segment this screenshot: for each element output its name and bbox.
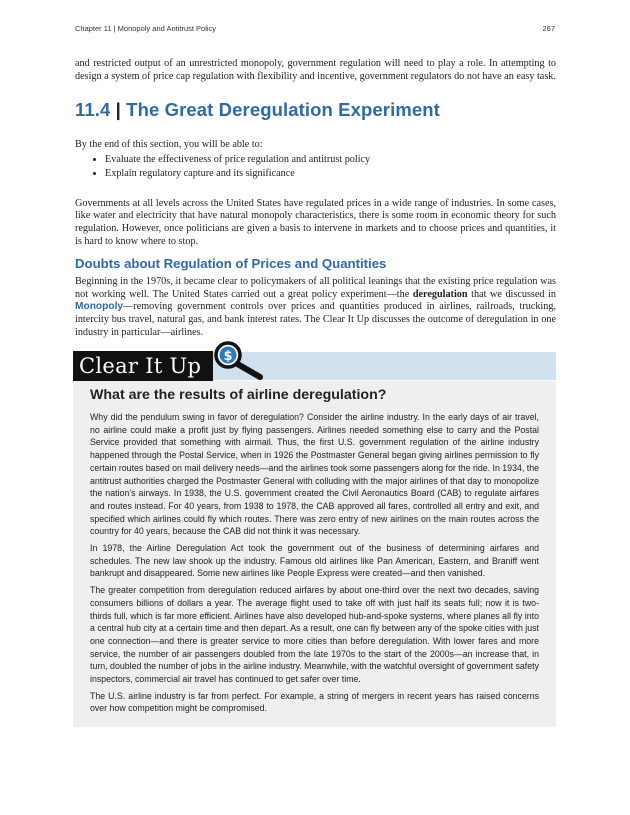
- governments-paragraph: Governments at all levels across the United States have regulated prices in a wide range of industries. In some cases, like water and electricity that have natural monopoly characteristics, there is some room in economic theory for such regulation. However, once politicians are given a basis to intervene in markets and to choose prices and quantities, it is hard to know where to stop.: [75, 197, 556, 247]
- clear-it-up-banner: [73, 351, 556, 381]
- doubts-text-3: —removing government controls over prices and quantities produced in airlines, railroads, trucking, intercity bus travel, natural gas, and bank interest rates. The Clear It Up discusses the outcome of deregulation in one industry in particular—airlines.: [75, 301, 556, 338]
- objectives-list: [75, 153, 556, 182]
- objective-item: • Explain regulatory capture and its significance: [105, 167, 556, 182]
- objectives-lead: By the end of this section, you will be able to:: [75, 139, 263, 151]
- clear-it-up-title: What are the results of airline deregulation?: [90, 387, 387, 403]
- clear-it-up-box: [73, 351, 556, 727]
- page-number: 267: [542, 24, 555, 33]
- objective-item: • Evaluate the effectiveness of price regulation and antitrust policy: [105, 153, 556, 168]
- dollar-magnifier-icon: [213, 341, 265, 381]
- section-number: 11.4: [75, 99, 111, 121]
- clear-it-up-paragraph: In 1978, the Airline Deregulation Act took the government out of the business of determining airfares and schedules. The new law shook up the industry. Famous old airlines like Pan American, Eastern, and Braniff went bankrupt and disappeared. Some new airlines like People Express were created—and then vanished.: [90, 543, 539, 579]
- chapter-label: Chapter 11 | Monopoly and Antitrust Policy: [75, 24, 217, 33]
- section-separator: |: [115, 99, 121, 121]
- doubts-text-1: Beginning in the 1970s, it became clear to policymakers of all political leanings that the existing price regulation was not working well. The United States carried out a great policy experiment—the: [75, 276, 556, 300]
- doubts-paragraph: [75, 276, 556, 339]
- subheading: Doubts about Regulation of Prices and Quantities: [75, 256, 387, 272]
- doubts-text-2: that we discussed in: [467, 288, 556, 300]
- term-deregulation: deregulation: [412, 288, 468, 300]
- clear-it-up-body: [73, 381, 556, 727]
- intro-paragraph: and restricted output of an unrestricted monopoly, government regulation will need to play a role. In attempting to design a system of price cap regulation with flexibility and incentive, government regulators do not have an easy task.: [75, 58, 556, 82]
- running-head: [75, 24, 555, 33]
- clear-it-up-paragraph: The greater competition from deregulation reduced airfares by about one-third over the next two decades, saving consumers billions of dollars a year. The average flight used to take off with just half its seats full; now it is two-thirds full, which is far more efficient. Airlines have also developed hub-and-spoke systems, where planes all fly into a central hub city at a certain time and then depart. As a result, one can fly between any of the spoke cities with just one connection—and there is greater service to more cities than before deregulation. With lower fares and more service, the number of air passengers doubled from the late 1970s to the start of the 2000s—an increase that, in turn, doubled the number of jobs in the airline industry. Meanwhile, with the watchful oversight of government safety inspectors, commercial air travel has continued to get safer over time.: [90, 585, 539, 685]
- clear-it-up-paragraph: Why did the pendulum swing in favor of deregulation? Consider the airline industry. In the early days of air travel, no airline could make a profit just by flying passengers. Airlines needed something else to carry and the Postal Service provided that something with airmail. Thus, the first U.S. government regulation of the airline industry happened through the Postal Service, when in 1926 the Postmaster General began giving airlines permission to fly certain routes based on mail delivery needs—and the airlines took some passengers along for the ride. In 1934, the antitrust authorities charged the Postmaster General with colluding with the major airlines of that day to monopolize the nation’s airways. In 1938, the U.S. government created the Civil Aeronautics Board (CAB) to regulate airfares and routes instead. For 40 years, from 1938 to 1978, the CAB approved all fares, controlled all entry and exit, and specified which airlines could fly which routes. There was zero entry of new airlines on the main routes across the country for 40 years, because the CAB did not think it was necessary.: [90, 412, 539, 537]
- banner-label: Clear It Up: [73, 351, 213, 381]
- page-content: [75, 58, 556, 347]
- section-title: [75, 99, 556, 121]
- clear-it-up-paragraph: The U.S. airline industry is far from perfect. For example, a string of mergers in recent years has raised concerns over how competition might be compromised.: [90, 690, 539, 714]
- svg-text:$: $: [223, 349, 233, 364]
- section-title-text: The Great Deregulation Experiment: [126, 99, 440, 121]
- monopoly-link[interactable]: Monopoly: [75, 301, 124, 313]
